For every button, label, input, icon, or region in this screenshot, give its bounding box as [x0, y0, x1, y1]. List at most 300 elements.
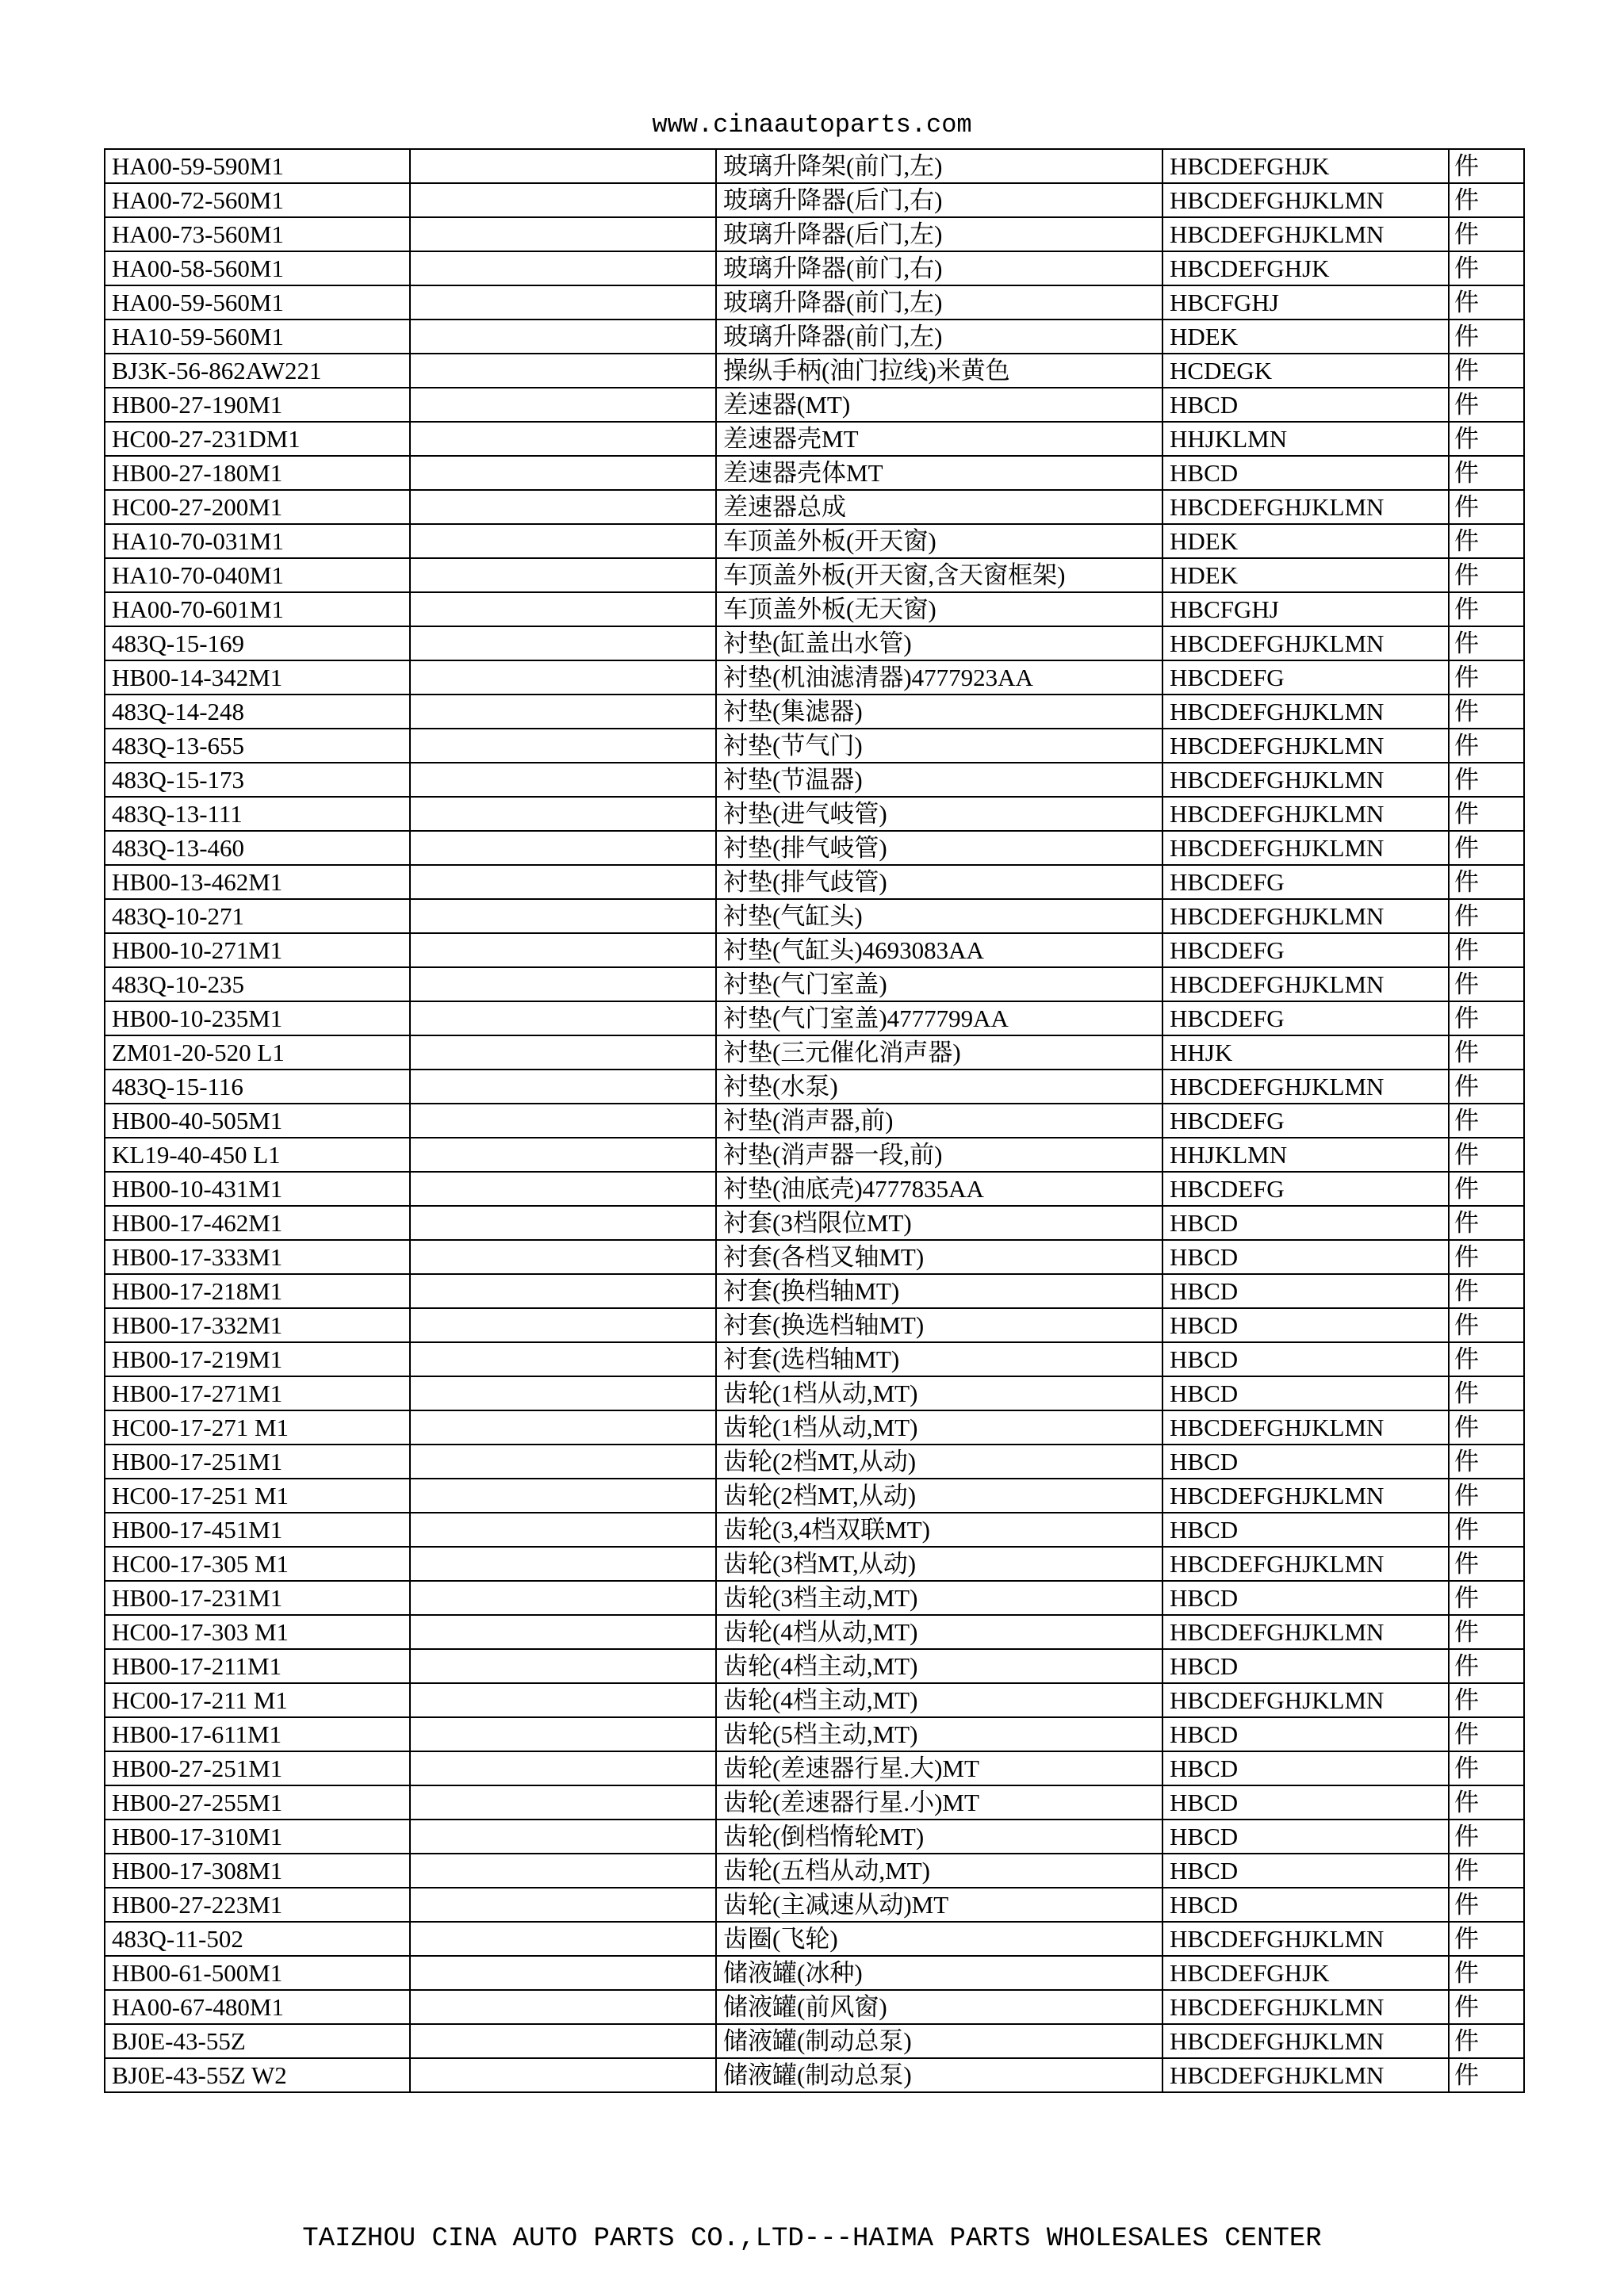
blank-cell	[410, 729, 716, 763]
blank-cell	[410, 763, 716, 797]
part-number-cell: HB00-10-235M1	[105, 1001, 410, 1035]
model-codes-cell: HBCD	[1162, 1445, 1449, 1479]
model-codes-cell: HBCD	[1162, 1820, 1449, 1854]
model-codes-cell: HBCDEFGHJKLMN	[1162, 2024, 1449, 2058]
unit-cell: 件	[1449, 729, 1524, 763]
part-name-cell: 衬垫(气缸头)	[716, 899, 1162, 933]
blank-cell	[410, 831, 716, 865]
model-codes-cell: HBCDEFGHJKLMN	[1162, 695, 1449, 729]
part-name-cell: 齿轮(4档主动,MT)	[716, 1649, 1162, 1683]
table-row	[105, 1274, 1524, 1308]
model-codes-cell: HBCDEFGHJKLMN	[1162, 1922, 1449, 1956]
blank-cell	[410, 1308, 716, 1342]
unit-cell: 件	[1449, 933, 1524, 967]
model-codes-cell: HBCDEFGHJKLMN	[1162, 1479, 1449, 1513]
model-codes-cell: HBCDEFGHJKLMN	[1162, 1410, 1449, 1445]
table-row	[105, 422, 1524, 456]
table-row	[105, 1410, 1524, 1445]
unit-cell: 件	[1449, 1376, 1524, 1410]
blank-cell	[410, 865, 716, 899]
part-name-cell: 衬垫(节温器)	[716, 763, 1162, 797]
part-name-cell: 齿轮(4档从动,MT)	[716, 1615, 1162, 1649]
blank-cell	[410, 183, 716, 217]
unit-cell: 件	[1449, 1649, 1524, 1683]
model-codes-cell: HBCD	[1162, 1240, 1449, 1274]
blank-cell	[410, 933, 716, 967]
blank-cell	[410, 1172, 716, 1206]
part-number-cell: HA00-58-560M1	[105, 251, 410, 285]
model-codes-cell: HBCDEFG	[1162, 865, 1449, 899]
blank-cell	[410, 2024, 716, 2058]
model-codes-cell: HBCD	[1162, 1785, 1449, 1820]
table-row	[105, 1547, 1524, 1581]
part-number-cell: HB00-13-462M1	[105, 865, 410, 899]
table-row	[105, 183, 1524, 217]
unit-cell: 件	[1449, 1035, 1524, 1070]
table-row	[105, 1308, 1524, 1342]
part-name-cell: 衬垫(缸盖出水管)	[716, 626, 1162, 660]
unit-cell: 件	[1449, 1513, 1524, 1547]
unit-cell: 件	[1449, 797, 1524, 831]
part-name-cell: 齿轮(2档MT,从动)	[716, 1445, 1162, 1479]
part-name-cell: 衬垫(进气岐管)	[716, 797, 1162, 831]
table-row	[105, 797, 1524, 831]
part-number-cell: HC00-17-211 M1	[105, 1683, 410, 1717]
blank-cell	[410, 1445, 716, 1479]
part-name-cell: 齿轮(差速器行星.大)MT	[716, 1751, 1162, 1785]
part-name-cell: 储液罐(制动总泵)	[716, 2024, 1162, 2058]
model-codes-cell: HBCD	[1162, 456, 1449, 490]
part-number-cell: HB00-17-211M1	[105, 1649, 410, 1683]
part-name-cell: 齿轮(3,4档双联MT)	[716, 1513, 1162, 1547]
table-row	[105, 831, 1524, 865]
part-name-cell: 储液罐(制动总泵)	[716, 2058, 1162, 2092]
table-row	[105, 763, 1524, 797]
blank-cell	[410, 558, 716, 592]
blank-cell	[410, 1785, 716, 1820]
table-row	[105, 1956, 1524, 1990]
part-number-cell: HB00-27-223M1	[105, 1888, 410, 1922]
blank-cell	[410, 1683, 716, 1717]
unit-cell: 件	[1449, 1138, 1524, 1172]
unit-cell: 件	[1449, 1854, 1524, 1888]
model-codes-cell: HDEK	[1162, 524, 1449, 558]
model-codes-cell: HBCD	[1162, 1581, 1449, 1615]
part-number-cell: HA00-59-590M1	[105, 149, 410, 183]
part-number-cell: KL19-40-450 L1	[105, 1138, 410, 1172]
unit-cell: 件	[1449, 1308, 1524, 1342]
blank-cell	[410, 456, 716, 490]
part-number-cell: HC00-17-303 M1	[105, 1615, 410, 1649]
model-codes-cell: HBCDEFGHJKLMN	[1162, 1070, 1449, 1104]
model-codes-cell: HBCDEFGHJKLMN	[1162, 2058, 1449, 2092]
blank-cell	[410, 1751, 716, 1785]
blank-cell	[410, 149, 716, 183]
table-row	[105, 1990, 1524, 2024]
model-codes-cell: HBCDEFGHJKLMN	[1162, 183, 1449, 217]
table-row	[105, 1445, 1524, 1479]
part-number-cell: 483Q-10-271	[105, 899, 410, 933]
part-name-cell: 衬垫(排气岐管)	[716, 831, 1162, 865]
blank-cell	[410, 320, 716, 354]
blank-cell	[410, 251, 716, 285]
model-codes-cell: HBCD	[1162, 1649, 1449, 1683]
part-name-cell: 齿轮(3档主动,MT)	[716, 1581, 1162, 1615]
model-codes-cell: HBCD	[1162, 1274, 1449, 1308]
blank-cell	[410, 1138, 716, 1172]
table-row	[105, 320, 1524, 354]
table-row	[105, 1820, 1524, 1854]
model-codes-cell: HBCDEFGHJKLMN	[1162, 1615, 1449, 1649]
model-codes-cell: HBCDEFGHJKLMN	[1162, 1683, 1449, 1717]
part-name-cell: 齿轮(五档从动,MT)	[716, 1854, 1162, 1888]
blank-cell	[410, 1274, 716, 1308]
table-row	[105, 1342, 1524, 1376]
blank-cell	[410, 1615, 716, 1649]
unit-cell: 件	[1449, 388, 1524, 422]
unit-cell: 件	[1449, 1615, 1524, 1649]
part-number-cell: HC00-27-231DM1	[105, 422, 410, 456]
unit-cell: 件	[1449, 149, 1524, 183]
part-name-cell: 齿轮(5档主动,MT)	[716, 1717, 1162, 1751]
unit-cell: 件	[1449, 831, 1524, 865]
blank-cell	[410, 1513, 716, 1547]
part-number-cell: HB00-27-251M1	[105, 1751, 410, 1785]
part-name-cell: 差速器(MT)	[716, 388, 1162, 422]
table-row	[105, 1513, 1524, 1547]
unit-cell: 件	[1449, 1717, 1524, 1751]
part-name-cell: 衬垫(水泵)	[716, 1070, 1162, 1104]
table-row	[105, 1206, 1524, 1240]
table-row	[105, 1854, 1524, 1888]
part-number-cell: HA00-70-601M1	[105, 592, 410, 626]
table-row	[105, 1581, 1524, 1615]
unit-cell: 件	[1449, 1274, 1524, 1308]
part-number-cell: HC00-17-251 M1	[105, 1479, 410, 1513]
table-row	[105, 149, 1524, 183]
unit-cell: 件	[1449, 183, 1524, 217]
model-codes-cell: HHJK	[1162, 1035, 1449, 1070]
blank-cell	[410, 1206, 716, 1240]
unit-cell: 件	[1449, 865, 1524, 899]
part-name-cell: 玻璃升降器(后门,左)	[716, 217, 1162, 251]
unit-cell: 件	[1449, 660, 1524, 695]
model-codes-cell: HBCDEFGHJKLMN	[1162, 831, 1449, 865]
company-footer: TAIZHOU CINA AUTO PARTS CO.,LTD---HAIMA PARTS WHOLESALES CENTER	[302, 2224, 1322, 2254]
table-row	[105, 967, 1524, 1001]
unit-cell: 件	[1449, 1206, 1524, 1240]
blank-cell	[410, 1547, 716, 1581]
model-codes-cell: HBCDEFG	[1162, 660, 1449, 695]
blank-cell	[410, 797, 716, 831]
table-row	[105, 217, 1524, 251]
part-number-cell: HA10-59-560M1	[105, 320, 410, 354]
table-row	[105, 1922, 1524, 1956]
part-number-cell: HB00-17-462M1	[105, 1206, 410, 1240]
blank-cell	[410, 1990, 716, 2024]
table-row	[105, 660, 1524, 695]
part-number-cell: 483Q-13-460	[105, 831, 410, 865]
table-row	[105, 1717, 1524, 1751]
blank-cell	[410, 1342, 716, 1376]
part-name-cell: 车顶盖外板(开天窗,含天窗框架)	[716, 558, 1162, 592]
table-row	[105, 2024, 1524, 2058]
table-row	[105, 695, 1524, 729]
part-number-cell: HB00-17-219M1	[105, 1342, 410, 1376]
model-codes-cell: HBCD	[1162, 1342, 1449, 1376]
table-row	[105, 1001, 1524, 1035]
part-number-cell: HB00-27-180M1	[105, 456, 410, 490]
blank-cell	[410, 1410, 716, 1445]
part-name-cell: 玻璃升降器(前门,左)	[716, 320, 1162, 354]
blank-cell	[410, 1240, 716, 1274]
unit-cell: 件	[1449, 899, 1524, 933]
blank-cell	[410, 1070, 716, 1104]
table-row	[105, 1376, 1524, 1410]
part-name-cell: 衬套(3档限位MT)	[716, 1206, 1162, 1240]
unit-cell: 件	[1449, 1683, 1524, 1717]
blank-cell	[410, 1376, 716, 1410]
model-codes-cell: HBCDEFGHJK	[1162, 251, 1449, 285]
part-name-cell: 车顶盖外板(无天窗)	[716, 592, 1162, 626]
part-name-cell: 差速器壳体MT	[716, 456, 1162, 490]
unit-cell: 件	[1449, 1922, 1524, 1956]
table-row	[105, 558, 1524, 592]
table-row	[105, 729, 1524, 763]
blank-cell	[410, 1581, 716, 1615]
part-name-cell: 储液罐(前风窗)	[716, 1990, 1162, 2024]
table-row	[105, 524, 1524, 558]
unit-cell: 件	[1449, 2058, 1524, 2092]
table-row	[105, 1615, 1524, 1649]
model-codes-cell: HBCFGHJ	[1162, 285, 1449, 320]
model-codes-cell: HBCDEFGHJKLMN	[1162, 490, 1449, 524]
part-number-cell: HA10-70-040M1	[105, 558, 410, 592]
part-number-cell: 483Q-13-111	[105, 797, 410, 831]
unit-cell: 件	[1449, 1581, 1524, 1615]
blank-cell	[410, 967, 716, 1001]
unit-cell: 件	[1449, 1070, 1524, 1104]
blank-cell	[410, 1649, 716, 1683]
model-codes-cell: HBCDEFG	[1162, 933, 1449, 967]
part-name-cell: 衬垫(机油滤清器)4777923AA	[716, 660, 1162, 695]
part-number-cell: 483Q-15-173	[105, 763, 410, 797]
blank-cell	[410, 217, 716, 251]
model-codes-cell: HBCD	[1162, 1751, 1449, 1785]
table-row	[105, 1683, 1524, 1717]
table-row	[105, 490, 1524, 524]
table-row	[105, 933, 1524, 967]
table-row	[105, 1649, 1524, 1683]
table-row	[105, 354, 1524, 388]
table-row	[105, 592, 1524, 626]
unit-cell: 件	[1449, 1410, 1524, 1445]
unit-cell: 件	[1449, 695, 1524, 729]
part-number-cell: HB00-61-500M1	[105, 1956, 410, 1990]
model-codes-cell: HBCDEFGHJKLMN	[1162, 763, 1449, 797]
part-name-cell: 齿轮(主减速从动)MT	[716, 1888, 1162, 1922]
blank-cell	[410, 422, 716, 456]
model-codes-cell: HBCDEFGHJK	[1162, 1956, 1449, 1990]
model-codes-cell: HBCDEFG	[1162, 1172, 1449, 1206]
part-number-cell: HB00-40-505M1	[105, 1104, 410, 1138]
table-row	[105, 1172, 1524, 1206]
unit-cell: 件	[1449, 1751, 1524, 1785]
part-number-cell: HB00-17-231M1	[105, 1581, 410, 1615]
blank-cell	[410, 1888, 716, 1922]
table-row	[105, 456, 1524, 490]
table-row	[105, 1138, 1524, 1172]
unit-cell: 件	[1449, 1172, 1524, 1206]
unit-cell: 件	[1449, 1990, 1524, 2024]
part-number-cell: HC00-17-271 M1	[105, 1410, 410, 1445]
unit-cell: 件	[1449, 1820, 1524, 1854]
part-name-cell: 齿轮(倒档惰轮MT)	[716, 1820, 1162, 1854]
unit-cell: 件	[1449, 1888, 1524, 1922]
part-number-cell: 483Q-14-248	[105, 695, 410, 729]
unit-cell: 件	[1449, 354, 1524, 388]
blank-cell	[410, 592, 716, 626]
part-number-cell: HB00-17-451M1	[105, 1513, 410, 1547]
unit-cell: 件	[1449, 285, 1524, 320]
model-codes-cell: HDEK	[1162, 558, 1449, 592]
table-row	[105, 1888, 1524, 1922]
blank-cell	[410, 660, 716, 695]
part-name-cell: 齿轮(2档MT,从动)	[716, 1479, 1162, 1513]
part-number-cell: HB00-17-310M1	[105, 1820, 410, 1854]
unit-cell: 件	[1449, 626, 1524, 660]
model-codes-cell: HCDEGK	[1162, 354, 1449, 388]
part-number-cell: HA10-70-031M1	[105, 524, 410, 558]
part-name-cell: 齿轮(1档从动,MT)	[716, 1410, 1162, 1445]
part-number-cell: HB00-17-332M1	[105, 1308, 410, 1342]
part-number-cell: HB00-17-308M1	[105, 1854, 410, 1888]
model-codes-cell: HBCDEFG	[1162, 1001, 1449, 1035]
model-codes-cell: HBCDEFGHJKLMN	[1162, 967, 1449, 1001]
unit-cell: 件	[1449, 558, 1524, 592]
part-number-cell: 483Q-15-116	[105, 1070, 410, 1104]
part-name-cell: 玻璃升降器(后门,右)	[716, 183, 1162, 217]
part-number-cell: HA00-59-560M1	[105, 285, 410, 320]
unit-cell: 件	[1449, 2024, 1524, 2058]
part-name-cell: 衬套(换档轴MT)	[716, 1274, 1162, 1308]
part-name-cell: 玻璃升降架(前门,左)	[716, 149, 1162, 183]
part-number-cell: BJ3K-56-862AW221	[105, 354, 410, 388]
part-name-cell: 差速器总成	[716, 490, 1162, 524]
table-row	[105, 1070, 1524, 1104]
part-name-cell: 储液罐(冰种)	[716, 1956, 1162, 1990]
unit-cell: 件	[1449, 1956, 1524, 1990]
site-url-header: www.cinaautoparts.com	[652, 110, 972, 140]
unit-cell: 件	[1449, 1785, 1524, 1820]
part-number-cell: 483Q-13-655	[105, 729, 410, 763]
model-codes-cell: HBCDEFG	[1162, 1104, 1449, 1138]
blank-cell	[410, 1717, 716, 1751]
model-codes-cell: HBCDEFGHJKLMN	[1162, 729, 1449, 763]
table-row	[105, 1751, 1524, 1785]
model-codes-cell: HBCDEFGHJKLMN	[1162, 899, 1449, 933]
blank-cell	[410, 1104, 716, 1138]
unit-cell: 件	[1449, 1445, 1524, 1479]
model-codes-cell: HBCD	[1162, 1376, 1449, 1410]
part-number-cell: HB00-10-431M1	[105, 1172, 410, 1206]
part-name-cell: 操纵手柄(油门拉线)米黄色	[716, 354, 1162, 388]
part-name-cell: 衬垫(气门室盖)	[716, 967, 1162, 1001]
model-codes-cell: HBCDEFGHJKLMN	[1162, 1547, 1449, 1581]
table-row	[105, 899, 1524, 933]
unit-cell: 件	[1449, 763, 1524, 797]
model-codes-cell: HHJKLMN	[1162, 422, 1449, 456]
unit-cell: 件	[1449, 320, 1524, 354]
unit-cell: 件	[1449, 1240, 1524, 1274]
table-row	[105, 251, 1524, 285]
part-name-cell: 齿圈(飞轮)	[716, 1922, 1162, 1956]
part-name-cell: 衬套(各档叉轴MT)	[716, 1240, 1162, 1274]
part-name-cell: 玻璃升降器(前门,右)	[716, 251, 1162, 285]
table-row	[105, 388, 1524, 422]
table-row	[105, 865, 1524, 899]
unit-cell: 件	[1449, 1342, 1524, 1376]
part-name-cell: 衬套(选档轴MT)	[716, 1342, 1162, 1376]
parts-table	[104, 148, 1525, 2093]
part-number-cell: HB00-10-271M1	[105, 933, 410, 967]
blank-cell	[410, 285, 716, 320]
blank-cell	[410, 1956, 716, 1990]
table-row	[105, 1104, 1524, 1138]
part-number-cell: BJ0E-43-55Z W2	[105, 2058, 410, 2092]
part-number-cell: 483Q-11-502	[105, 1922, 410, 1956]
unit-cell: 件	[1449, 1479, 1524, 1513]
part-name-cell: 齿轮(1档从动,MT)	[716, 1376, 1162, 1410]
model-codes-cell: HBCDEFGHJKLMN	[1162, 797, 1449, 831]
blank-cell	[410, 490, 716, 524]
part-name-cell: 衬垫(消声器,前)	[716, 1104, 1162, 1138]
blank-cell	[410, 1922, 716, 1956]
unit-cell: 件	[1449, 524, 1524, 558]
part-name-cell: 衬垫(气缸头)4693083AA	[716, 933, 1162, 967]
part-number-cell: BJ0E-43-55Z	[105, 2024, 410, 2058]
model-codes-cell: HDEK	[1162, 320, 1449, 354]
part-number-cell: HB00-17-611M1	[105, 1717, 410, 1751]
part-number-cell: HB00-27-255M1	[105, 1785, 410, 1820]
model-codes-cell: HBCD	[1162, 1888, 1449, 1922]
part-number-cell: HB00-27-190M1	[105, 388, 410, 422]
part-number-cell: HB00-17-333M1	[105, 1240, 410, 1274]
part-name-cell: 衬套(换选档轴MT)	[716, 1308, 1162, 1342]
part-name-cell: 玻璃升降器(前门,左)	[716, 285, 1162, 320]
model-codes-cell: HBCDEFGHJKLMN	[1162, 217, 1449, 251]
blank-cell	[410, 2058, 716, 2092]
part-name-cell: 齿轮(4档主动,MT)	[716, 1683, 1162, 1717]
unit-cell: 件	[1449, 251, 1524, 285]
part-number-cell: ZM01-20-520 L1	[105, 1035, 410, 1070]
blank-cell	[410, 1001, 716, 1035]
part-name-cell: 衬垫(三元催化消声器)	[716, 1035, 1162, 1070]
table-row	[105, 285, 1524, 320]
part-number-cell: HB00-14-342M1	[105, 660, 410, 695]
part-name-cell: 齿轮(差速器行星.小)MT	[716, 1785, 1162, 1820]
part-name-cell: 衬垫(消声器一段,前)	[716, 1138, 1162, 1172]
blank-cell	[410, 899, 716, 933]
model-codes-cell: HBCD	[1162, 1717, 1449, 1751]
unit-cell: 件	[1449, 592, 1524, 626]
part-number-cell: HA00-67-480M1	[105, 1990, 410, 2024]
model-codes-cell: HHJKLMN	[1162, 1138, 1449, 1172]
part-number-cell: HA00-73-560M1	[105, 217, 410, 251]
part-name-cell: 衬垫(集滤器)	[716, 695, 1162, 729]
part-number-cell: HC00-17-305 M1	[105, 1547, 410, 1581]
model-codes-cell: HBCDEFGHJK	[1162, 149, 1449, 183]
